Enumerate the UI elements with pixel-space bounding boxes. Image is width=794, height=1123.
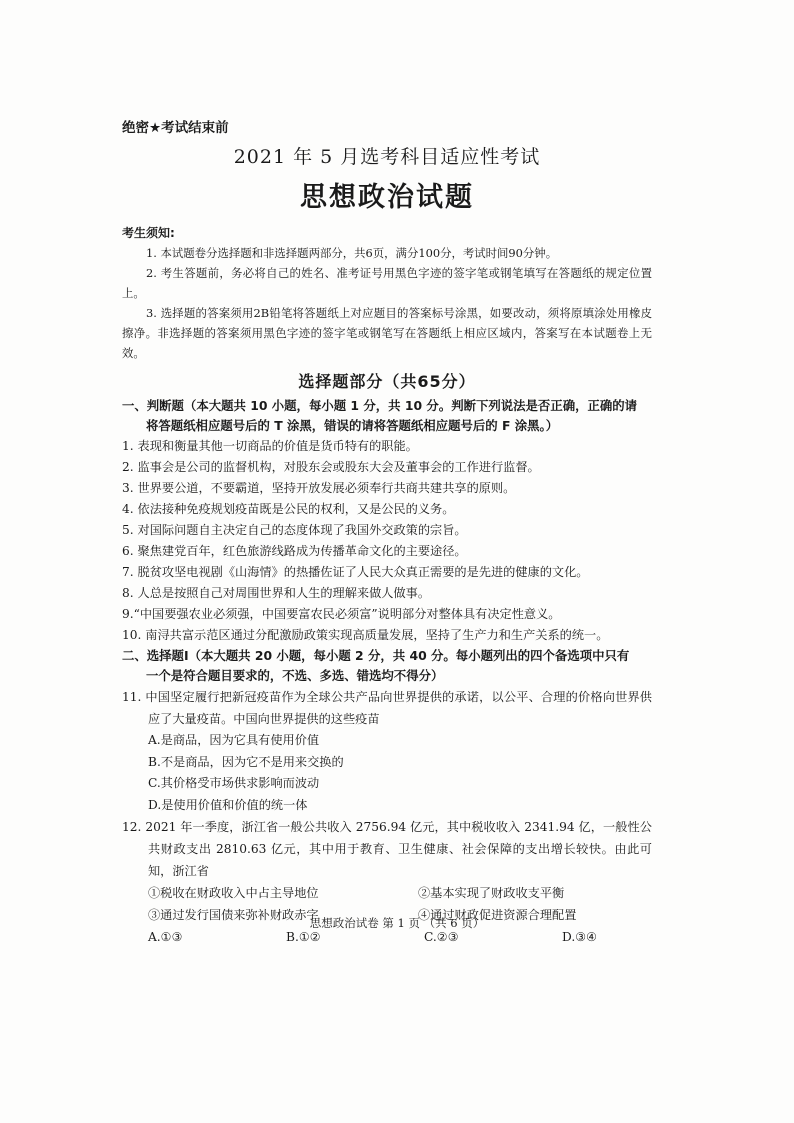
question-11-option-a: A.是商品，因为它具有使用价值 [148, 733, 320, 747]
question-12-statement-3: ③通过发行国债来弥补财政赤字 [148, 908, 319, 922]
question-12-statement-4: ④通过财政促进资源合理配置 [418, 908, 577, 922]
exam-title: 2021 年 5 月选考科目适应性考试 [233, 146, 541, 168]
question-12-choice-b: B.①② [286, 930, 321, 944]
part1-block [122, 396, 652, 646]
part2-heading-line1: 二、选择题Ⅰ（本大题共 20 小题，每小题 2 分，共 40 分。每小题列出的四个备选项中只有 [122, 648, 630, 663]
judge-question-5: 5. 对国际问题自主决定自己的态度体现了我国外交政策的宗旨。 [122, 523, 467, 537]
judge-question-1: 1. 表现和衡量其他一切商品的价值是货币特有的职能。 [122, 439, 418, 453]
part2-heading-line2: 一个是符合题目要求的，不选、多选、错选均不得分） [146, 668, 444, 683]
judge-question-9: 9.“中国要强农业必须强，中国要富农民必须富”说明部分对整体具有决定性意义。 [122, 607, 561, 621]
notice-title: 考生须知: [122, 226, 175, 240]
judge-question-6: 6. 聚焦建党百年，红色旅游线路成为传播革命文化的主要途径。 [122, 544, 467, 558]
judge-question-4: 4. 依法接种免疫规划疫苗既是公民的权利，又是公民的义务。 [122, 502, 455, 516]
part1-heading [122, 396, 652, 436]
question-12-stem: 12. 2021 年一季度，浙江省一般公共收入 2756.94 亿元，其中税收收入 2341.94 亿，一般性公共财政支出 2810.63 亿元，其中用于教育、卫生健康、社会保障的支出增长较快。由此可知，浙江省 [122, 820, 652, 878]
part1-heading-line2: 将答题纸相应题号后的 T 涂黑，错误的请将答题纸相应题号后的 F 涂黑。） [146, 418, 559, 433]
notice-item-3: 3. 选择题的答案须用2B铅笔将答题纸上对应题目的答案标号涂黑，如要改动，须将原填涂处用橡皮擦净。非选择题的答案须用黑色字迹的签字笔或钢笔写在答题纸上相应区域内，答案写在本试题卷上无效。 [122, 306, 652, 360]
question-11-option-c: C.其价格受市场供求影响而波动 [148, 776, 320, 790]
part2-heading [122, 646, 652, 686]
part1-heading-line1: 一、判断题（本大题共 10 小题，每小题 1 分，共 10 分。判断下列说法是否正确，正确的请 [122, 398, 638, 413]
question-11-stem: 11. 中国坚定履行把新冠疫苗作为全球公共产品向世界提供的承诺，以公平、合理的价格向世界供应了大量疫苗。中国向世界提供的这些疫苗 [122, 690, 652, 726]
question-12-statement-1: ①税收在财政收入中占主导地位 [148, 886, 319, 900]
question-12-choice-d: D.③④ [562, 930, 598, 944]
judge-question-10: 10. 南浔共富示范区通过分配激励政策实现高质量发展，坚持了生产力和生产关系的统一。 [122, 628, 609, 642]
section-title: 选择题部分（共65分） [298, 372, 476, 391]
subject-title: 思想政治试题 [300, 182, 474, 213]
secret-label: 绝密★考试结束前 [122, 120, 229, 136]
page-footer: 思想政治试卷 第 1 页 （共 6 页） [309, 916, 485, 930]
question-12-choice-a: A.①③ [148, 930, 183, 944]
question-11-option-d: D.是使用价值和价值的统一体 [148, 797, 308, 812]
judge-question-3: 3. 世界要公道，不要霸道，坚持开放发展必须奉行共商共建共享的原则。 [122, 481, 516, 495]
judge-question-8: 8. 人总是按照自己对周围世界和人生的理解来做人做事。 [122, 586, 431, 600]
question-12-choice-c: C.②③ [424, 930, 459, 944]
notice-block [122, 224, 652, 363]
notice-item-2: 2. 考生答题前，务必将自己的姓名、准考证号用黑色字迹的签字笔或钢笔填写在答题纸的规定位置上。 [122, 266, 652, 300]
question-12-statement-2: ②基本实现了财政收支平衡 [418, 886, 565, 900]
judge-question-2: 2. 监事会是公司的监督机构，对股东会或股东大会及董事会的工作进行监督。 [122, 460, 540, 474]
judge-question-7: 7. 脱贫攻坚电视剧《山海情》的热播佐证了人民大众真正需要的是先进的健康的文化。 [122, 565, 589, 579]
page-content [122, 116, 652, 948]
notice-item-1: 1. 本试题卷分选择题和非选择题两部分，共6页，满分100分，考试时间90分钟。 [146, 246, 558, 260]
part2-block [122, 646, 652, 948]
question-11-option-b: B.不是商品，因为它不是用来交换的 [148, 754, 344, 769]
